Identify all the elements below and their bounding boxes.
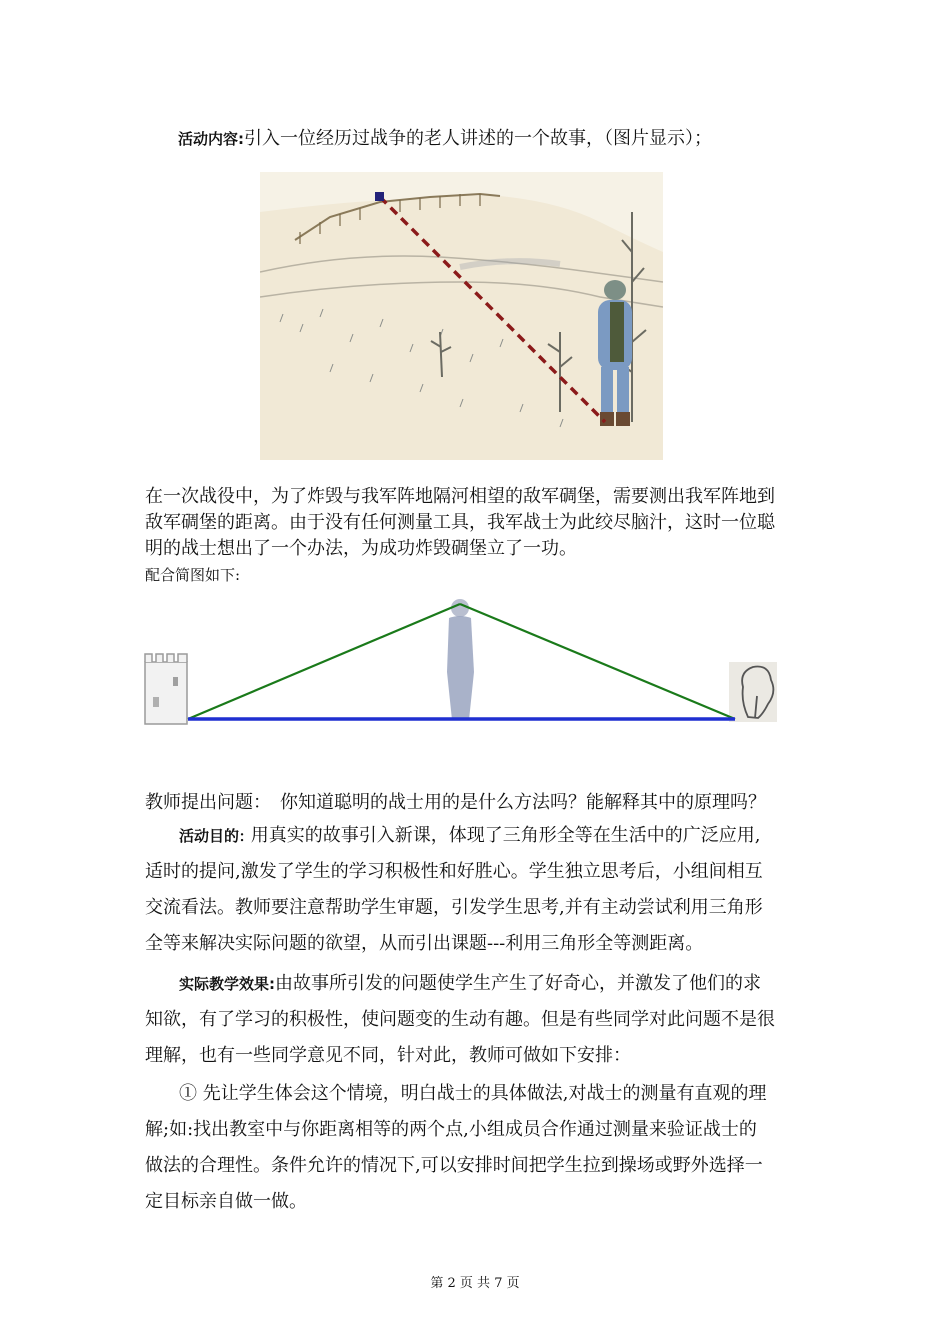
item1-line-2: 解;如:找出教室中与你距离相等的两个点,小组成员合作通过测量来验证战士的 <box>145 1119 757 1140</box>
item1-line-1: ① 先让学生体会这个情境，明白战士的具体做法,对战士的测量有直观的理 <box>179 1083 767 1104</box>
effect-line-2: 知欲，有了学习的积极性，使问题变的生动有趣。但是有些同学对此问题不是很 <box>145 1009 775 1030</box>
story-line-3: 明的战士想出了一个办法，为成功炸毁碉堡立了一功。 <box>145 538 577 559</box>
purpose-line-1: : 用真实的故事引入新课，体现了三角形全等在生活中的广泛应用, <box>239 825 761 846</box>
purpose-line-3: 交流看法。教师要注意帮助学生审题，引发学生思考,并有主动尝试利用三角形 <box>145 897 763 918</box>
intro-label: 活动内容: <box>178 130 244 148</box>
purpose-line-4: 全等来解决实际问题的欲望，从而引出课题---利用三角形全等测距离。 <box>145 933 704 954</box>
battlefield-illustration <box>260 172 663 460</box>
page-footer: 第 2 页 共 7 页 <box>430 1276 520 1291</box>
measurement-diagram <box>143 592 783 737</box>
effect-line-3: 理解，也有一些同学意见不同，针对此，教师可做如下安排： <box>145 1045 631 1066</box>
story-line-2: 敌军碉堡的距离。由于没有任何测量工具，我军战士为此绞尽脑汁，这时一位聪 <box>145 512 775 533</box>
story-line-1: 在一次战役中，为了炸毁与我军阵地隔河相望的敌军碉堡，需要测出我军阵地到 <box>145 486 775 507</box>
intro-paragraph <box>178 126 843 152</box>
tree-icon <box>729 662 777 722</box>
effect-label: 实际教学效果: <box>179 975 275 993</box>
triangle-side-right <box>460 604 735 719</box>
effect-line-1: 由故事所引发的问题使学生产生了好奇心，并激发了他们的求 <box>275 973 761 994</box>
soldier-silhouette-icon <box>447 599 474 720</box>
teacher-question: 教师提出问题： 你知道聪明的战士用的是什么方法吗？能解释其中的原理吗？ <box>145 792 766 813</box>
bunker-marker <box>375 192 384 201</box>
item1-line-4: 定目标亲自做一做。 <box>145 1191 307 1212</box>
teaching-effect-paragraph <box>145 966 810 1074</box>
triangle-side-left <box>188 604 460 719</box>
tower-icon <box>145 654 187 724</box>
intro-text: 引入一位经历过战争的老人讲述的一个故事，（图片显示）； <box>244 128 712 149</box>
purpose-label: 活动目的 <box>179 827 240 845</box>
purpose-line-2: 适时的提问,激发了学生的学习积极性和好胜心。学生独立思考后，小组间相互 <box>145 861 763 882</box>
activity-purpose-paragraph <box>145 818 810 962</box>
item1-line-3: 做法的合理性。条件允许的情况下,可以安排时间把学生拉到操场或野外选择一 <box>145 1155 763 1176</box>
arrangement-item-1 <box>145 1076 810 1220</box>
diagram-caption: 配合简图如下: <box>145 566 241 584</box>
